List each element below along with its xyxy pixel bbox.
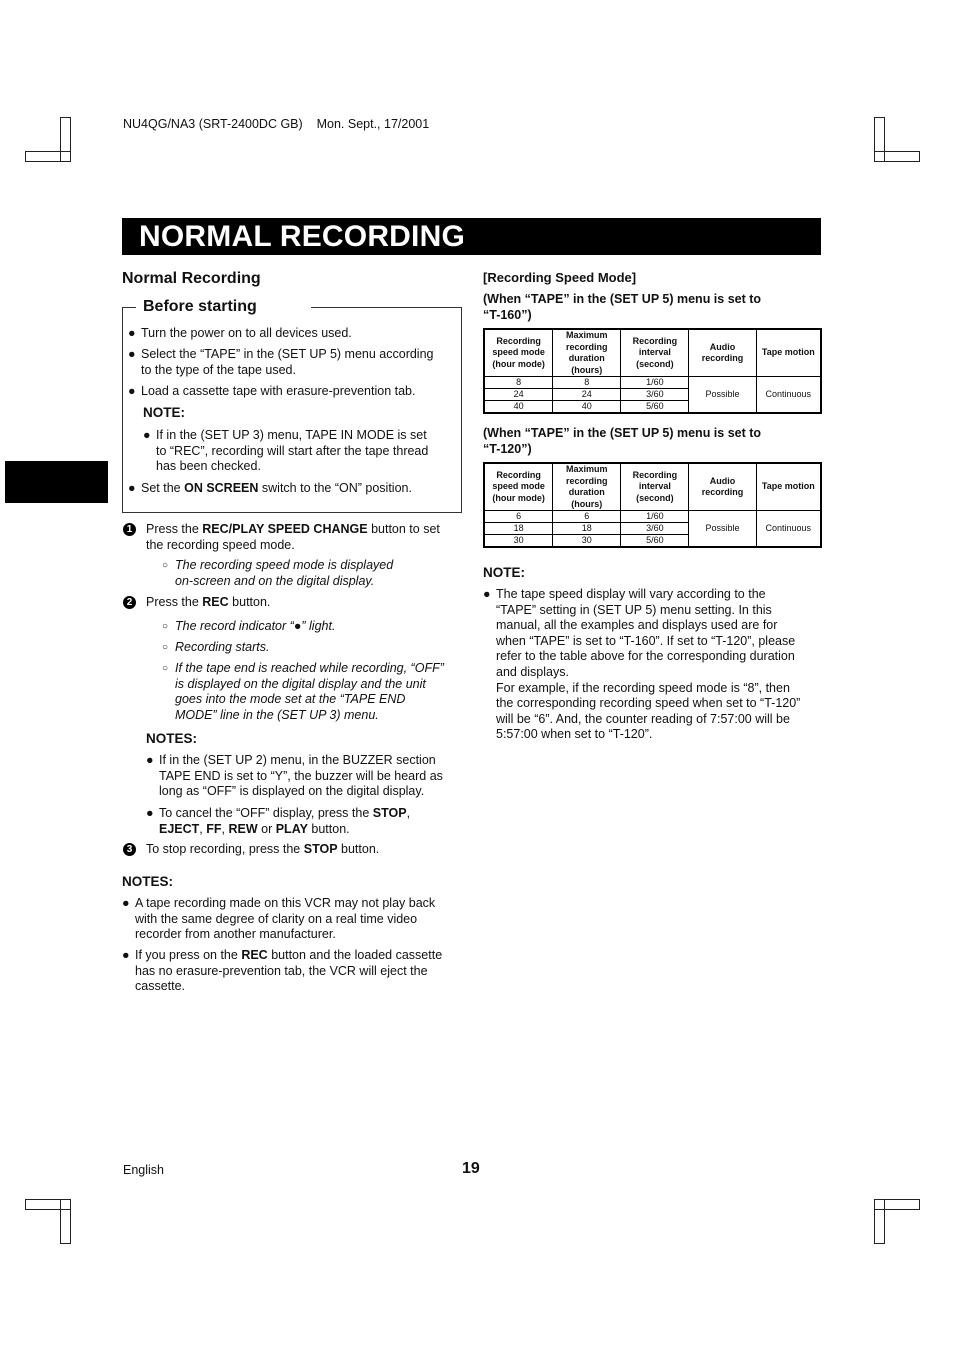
step-number-1: 1 [123,523,136,536]
table-row: 40 40 5/60 [484,401,821,414]
table-row: 8 8 1/60 Possible Continuous [484,377,821,389]
crop-mark-br-h [874,1199,920,1210]
col-speed-mode: Recording speed mode (hour mode) [484,463,553,511]
col-interval: Recording interval (second) [621,463,689,511]
table-row: 18 18 3/60 [484,523,821,535]
step-1-text: Press the REC/PLAY SPEED CHANGE button to set the recording speed mode. [146,522,440,552]
page-title: NORMAL RECORDING [139,220,465,253]
record-indicator-icon: ● [293,619,302,633]
audio-cell: Possible [689,377,756,414]
section-title: Normal Recording [122,270,261,287]
step-notes-label: NOTES: [146,731,198,746]
bottom-notes-label: NOTES: [122,874,174,889]
step-2-text: Press the REC button. [146,595,271,609]
table-row: 24 24 3/60 [484,389,821,401]
box-title: Before starting [143,298,257,315]
side-tab-marker [5,461,108,503]
col-speed-mode: Recording speed mode (hour mode) [484,329,553,377]
col-interval: Recording interval (second) [621,329,689,377]
footer-language: English [123,1163,164,1177]
step-3-text: To stop recording, press the STOP button. [146,842,380,856]
col-max-duration: Maximum recording duration (hours) [553,463,621,511]
t160-table [483,328,822,414]
crop-mark-tl-h [25,151,71,162]
t120-caption: (When “TAPE” in the (SET UP 5) menu is set to “T-120”) [483,426,762,456]
crop-mark-tr-h [874,151,920,162]
motion-cell: Continuous [756,511,821,548]
step-number-2: 2 [123,596,136,609]
audio-cell: Possible [689,511,756,548]
box-border-top-right [311,307,461,308]
col-tape-motion: Tape motion [756,463,821,511]
crop-mark-bl-h [25,1199,71,1210]
table-row: 30 30 5/60 [484,535,821,548]
col-tape-motion: Tape motion [756,329,821,377]
model-code: NU4QG/NA3 (SRT-2400DC GB) [123,117,303,131]
box-border-top-left [122,307,136,308]
box-note-label: NOTE: [143,405,185,420]
page-title-bar [122,218,821,255]
col-audio: Audio recording [689,463,756,511]
page-header [123,117,429,131]
t120-table [483,462,822,548]
print-date: Mon. Sept., 17/2001 [316,117,430,131]
table-row: 6 6 1/60 Possible Continuous [484,511,821,523]
right-note-label: NOTE: [483,565,525,580]
speed-mode-title: [Recording Speed Mode] [483,270,637,285]
step-number-3: 3 [123,843,136,856]
col-max-duration: Maximum recording duration (hours) [553,329,621,377]
t160-caption: (When “TAPE” in the (SET UP 5) menu is set to “T-160”) [483,292,762,322]
col-audio: Audio recording [689,329,756,377]
motion-cell: Continuous [756,377,821,414]
page-number: 19 [462,1160,480,1177]
